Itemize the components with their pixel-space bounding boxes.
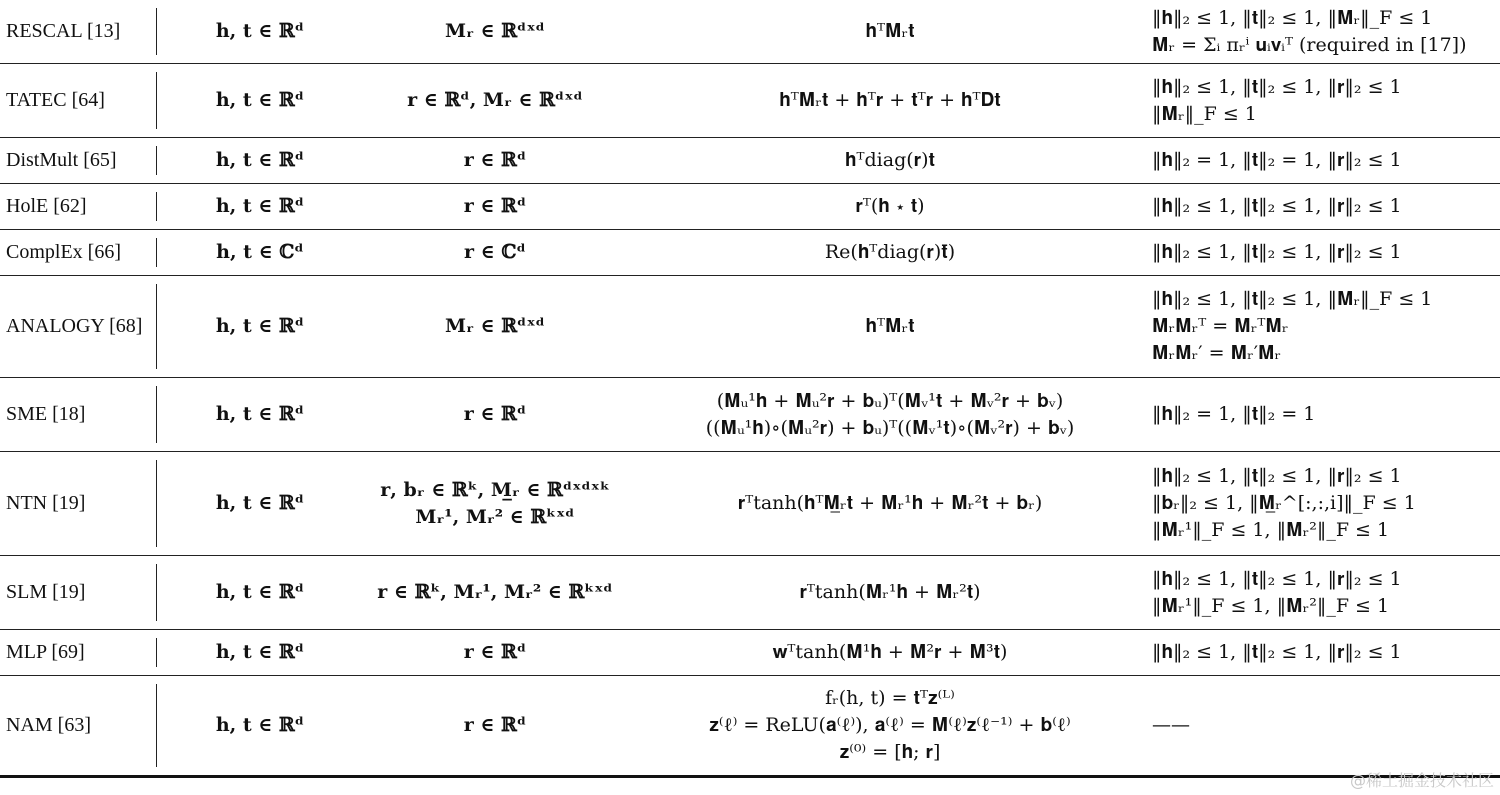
scoring-function-line: 𝐰ᵀtanh(𝐌¹𝐡 + 𝐌²𝐫 + 𝐌³𝐭)	[772, 641, 1008, 663]
column-separator	[156, 564, 157, 621]
relation-embedding-line: 𝐌ᵣ ∈ ℝᵈˣᵈ	[445, 20, 545, 42]
scoring-function-line: 𝐡ᵀ𝐌ᵣ𝐭	[865, 315, 915, 337]
table-row	[0, 630, 1500, 676]
column-separator	[156, 684, 157, 767]
column-separator	[156, 238, 157, 267]
table-row	[0, 64, 1500, 138]
watermark: @稀土掘金技术社区	[1349, 771, 1494, 790]
scoring-function-line: (𝐌ᵤ¹𝐡 + 𝐌ᵤ²𝐫 + 𝐛ᵤ)ᵀ(𝐌ᵥ¹𝐭 + 𝐌ᵥ²𝐫 + 𝐛ᵥ)	[716, 389, 1064, 412]
scoring-function	[635, 676, 1145, 775]
column-separator	[156, 284, 157, 369]
entity-embedding	[160, 630, 360, 675]
scoring-function	[635, 378, 1145, 451]
constraints-line: ‖𝐡‖₂ ≤ 1, ‖𝐭‖₂ ≤ 1, ‖𝐫‖₂ ≤ 1	[1152, 641, 1402, 663]
scoring-function-line: 𝐡ᵀ𝐌ᵣ𝐭 + 𝐡ᵀ𝐫 + 𝐭ᵀ𝐫 + 𝐡ᵀ𝐃𝐭	[779, 89, 1001, 111]
constraints	[1152, 630, 1497, 675]
relation-embedding	[360, 676, 630, 775]
constraints	[1152, 676, 1497, 775]
model-name: HolE [62]	[6, 195, 87, 217]
relation-embedding	[360, 452, 630, 555]
entity-embedding-line: 𝐡, 𝐭 ∈ ℝᵈ	[215, 315, 305, 337]
entity-embedding-line: 𝐡, 𝐭 ∈ ℂᵈ	[216, 241, 304, 263]
scoring-function-line: fᵣ(h, t) = 𝐭ᵀ𝐳⁽ᴸ⁾	[825, 687, 955, 709]
scoring-function	[635, 276, 1145, 377]
constraints	[1152, 64, 1497, 137]
table-row	[0, 378, 1500, 452]
entity-embedding	[160, 676, 360, 775]
column-separator	[156, 146, 157, 175]
model-name: SLM [19]	[6, 581, 86, 603]
entity-embedding	[160, 184, 360, 229]
relation-embedding	[360, 64, 630, 137]
entity-embedding-line: 𝐡, 𝐭 ∈ ℝᵈ	[215, 492, 305, 514]
relation-embedding-line: 𝐌ᵣ¹, 𝐌ᵣ² ∈ ℝᵏˣᵈ	[415, 505, 575, 528]
relation-embedding	[360, 276, 630, 377]
constraints	[1152, 276, 1497, 377]
constraints	[1152, 378, 1497, 451]
relation-embedding-line: 𝐫 ∈ ℝᵈ	[463, 714, 527, 736]
constraints-line: 𝐌ᵣ𝐌ᵣ′ = 𝐌ᵣ′𝐌ᵣ	[1152, 342, 1282, 364]
column-separator	[156, 460, 157, 547]
relation-embedding-line: 𝐫 ∈ ℂᵈ	[464, 241, 526, 263]
constraints	[1152, 0, 1497, 63]
entity-embedding-line: 𝐡, 𝐭 ∈ ℝᵈ	[215, 89, 305, 111]
constraints-line: 𝐌ᵣ = Σᵢ πᵣⁱ 𝐮ᵢ𝐯ᵢᵀ (required in [17])	[1152, 33, 1467, 56]
relation-embedding-line: 𝐫 ∈ ℝᵈ	[463, 641, 527, 663]
constraints-line: ——	[1152, 714, 1190, 736]
entity-embedding	[160, 378, 360, 451]
column-separator	[156, 192, 157, 221]
constraints-line: ‖𝐡‖₂ ≤ 1, ‖𝐭‖₂ ≤ 1, ‖𝐫‖₂ ≤ 1	[1152, 241, 1402, 263]
table-row	[0, 0, 1500, 64]
table-row	[0, 676, 1500, 778]
constraints-line: ‖𝐌ᵣ¹‖_F ≤ 1, ‖𝐌ᵣ²‖_F ≤ 1	[1152, 519, 1390, 541]
table-row	[0, 452, 1500, 556]
scoring-function-line: 𝐡ᵀ𝐌ᵣ𝐭	[865, 20, 915, 42]
entity-embedding	[160, 556, 360, 629]
column-separator	[156, 386, 157, 443]
constraints-line: 𝐌ᵣ𝐌ᵣᵀ = 𝐌ᵣᵀ𝐌ᵣ	[1152, 315, 1289, 337]
constraints-line: ‖𝐡‖₂ = 1, ‖𝐭‖₂ = 1, ‖𝐫‖₂ ≤ 1	[1152, 149, 1402, 171]
constraints-line: ‖𝐡‖₂ ≤ 1, ‖𝐭‖₂ ≤ 1, ‖𝐫‖₂ ≤ 1	[1152, 75, 1402, 98]
column-separator	[156, 8, 157, 55]
table-row	[0, 184, 1500, 230]
relation-embedding	[360, 556, 630, 629]
constraints-line: ‖𝐡‖₂ ≤ 1, ‖𝐭‖₂ ≤ 1, ‖𝐫‖₂ ≤ 1	[1152, 465, 1402, 487]
column-separator	[156, 638, 157, 667]
constraints-line: ‖𝐌ᵣ¹‖_F ≤ 1, ‖𝐌ᵣ²‖_F ≤ 1	[1152, 594, 1390, 617]
entity-embedding	[160, 0, 360, 63]
constraints-line: ‖𝐡‖₂ ≤ 1, ‖𝐭‖₂ ≤ 1, ‖𝐌ᵣ‖_F ≤ 1	[1152, 6, 1433, 29]
constraints-line: ‖𝐡‖₂ = 1, ‖𝐭‖₂ = 1	[1152, 403, 1316, 425]
constraints	[1152, 138, 1497, 183]
constraints	[1152, 452, 1497, 555]
table-row	[0, 556, 1500, 630]
scoring-function	[635, 0, 1145, 63]
scoring-function-line: ((𝐌ᵤ¹𝐡)∘(𝐌ᵤ²𝐫) + 𝐛ᵤ)ᵀ((𝐌ᵥ¹𝐭)∘(𝐌ᵥ²𝐫) + 𝐛ᵥ)	[705, 416, 1075, 439]
table-row	[0, 138, 1500, 184]
relation-embedding-line: 𝐌ᵣ ∈ ℝᵈˣᵈ	[445, 315, 545, 337]
constraints-line: ‖𝐛ᵣ‖₂ ≤ 1, ‖𝐌̲ᵣ^[:,:,i]‖_F ≤ 1	[1152, 492, 1416, 514]
model-name: TATEC [64]	[6, 89, 105, 111]
scoring-function-line: 𝐫ᵀtanh(𝐌ᵣ¹𝐡 + 𝐌ᵣ²𝐭)	[799, 581, 981, 603]
entity-embedding-line: 𝐡, 𝐭 ∈ ℝᵈ	[215, 714, 305, 736]
relation-embedding	[360, 230, 630, 275]
scoring-function-line: 𝐳⁽ℓ⁾ = ReLU(𝐚⁽ℓ⁾), 𝐚⁽ℓ⁾ = 𝐌⁽ℓ⁾𝐳⁽ℓ⁻¹⁾ + 𝐛⁽ℓ⁾	[709, 714, 1071, 736]
entity-embedding	[160, 230, 360, 275]
model-name: SME [18]	[6, 403, 86, 425]
relation-embedding	[360, 378, 630, 451]
model-name: MLP [69]	[6, 641, 85, 663]
scoring-function-line: 𝐫ᵀ(𝐡 ⋆ 𝐭)	[855, 195, 925, 217]
model-name: DistMult [65]	[6, 149, 117, 171]
model-name: ANALOGY [68]	[6, 315, 143, 337]
scoring-function-line: Re(𝐡ᵀdiag(𝐫)𝐭̄)	[824, 241, 956, 263]
model-name: NTN [19]	[6, 492, 86, 514]
relation-embedding	[360, 630, 630, 675]
entity-embedding	[160, 138, 360, 183]
scoring-function-line: 𝐡ᵀdiag(𝐫)𝐭	[845, 149, 935, 171]
constraints-line: ‖𝐡‖₂ ≤ 1, ‖𝐭‖₂ ≤ 1, ‖𝐌ᵣ‖_F ≤ 1	[1152, 288, 1433, 310]
entity-embedding	[160, 452, 360, 555]
scoring-function	[635, 452, 1145, 555]
scoring-function	[635, 184, 1145, 229]
relation-embedding	[360, 138, 630, 183]
entity-embedding-line: 𝐡, 𝐭 ∈ ℝᵈ	[215, 149, 305, 171]
relation-embedding-line: 𝐫 ∈ ℝᵈ	[463, 195, 527, 217]
scoring-function	[635, 556, 1145, 629]
entity-embedding-line: 𝐡, 𝐭 ∈ ℝᵈ	[215, 581, 305, 603]
model-name: RESCAL [13]	[6, 20, 121, 42]
constraints	[1152, 184, 1497, 229]
relation-embedding	[360, 184, 630, 229]
relation-embedding	[360, 0, 630, 63]
relation-embedding-line: 𝐫 ∈ ℝᵈ	[463, 403, 527, 425]
entity-embedding-line: 𝐡, 𝐭 ∈ ℝᵈ	[215, 641, 305, 663]
table-row	[0, 230, 1500, 276]
entity-embedding-line: 𝐡, 𝐭 ∈ ℝᵈ	[215, 195, 305, 217]
constraints-line: ‖𝐡‖₂ ≤ 1, ‖𝐭‖₂ ≤ 1, ‖𝐫‖₂ ≤ 1	[1152, 195, 1402, 217]
scoring-function	[635, 230, 1145, 275]
entity-embedding-line: 𝐡, 𝐭 ∈ ℝᵈ	[215, 20, 305, 42]
scoring-function	[635, 630, 1145, 675]
constraints	[1152, 556, 1497, 629]
scoring-function-line: 𝐳⁽⁰⁾ = [𝐡; 𝐫]	[839, 741, 941, 763]
entity-embedding	[160, 276, 360, 377]
column-separator	[156, 72, 157, 129]
entity-embedding	[160, 64, 360, 137]
constraints-line: ‖𝐡‖₂ ≤ 1, ‖𝐭‖₂ ≤ 1, ‖𝐫‖₂ ≤ 1	[1152, 567, 1402, 590]
constraints-line: ‖𝐌ᵣ‖_F ≤ 1	[1152, 102, 1257, 125]
model-name: NAM [63]	[6, 714, 91, 736]
relation-embedding-line: 𝐫 ∈ ℝᵈ, 𝐌ᵣ ∈ ℝᵈˣᵈ	[407, 89, 583, 111]
entity-embedding-line: 𝐡, 𝐭 ∈ ℝᵈ	[215, 403, 305, 425]
scoring-function	[635, 64, 1145, 137]
relation-embedding-line: 𝐫 ∈ ℝᵏ, 𝐌ᵣ¹, 𝐌ᵣ² ∈ ℝᵏˣᵈ	[377, 581, 613, 603]
relation-embedding-line: 𝐫 ∈ ℝᵈ	[463, 149, 527, 171]
scoring-function-line: 𝐫ᵀtanh(𝐡ᵀ𝐌̲ᵣ𝐭 + 𝐌ᵣ¹𝐡 + 𝐌ᵣ²𝐭 + 𝐛ᵣ)	[737, 492, 1043, 514]
table-row	[0, 276, 1500, 378]
scoring-function	[635, 138, 1145, 183]
model-name: ComplEx [66]	[6, 241, 121, 263]
constraints	[1152, 230, 1497, 275]
relation-embedding-line: 𝐫, 𝐛ᵣ ∈ ℝᵏ, 𝐌̲ᵣ ∈ ℝᵈˣᵈˣᵏ	[380, 478, 610, 501]
